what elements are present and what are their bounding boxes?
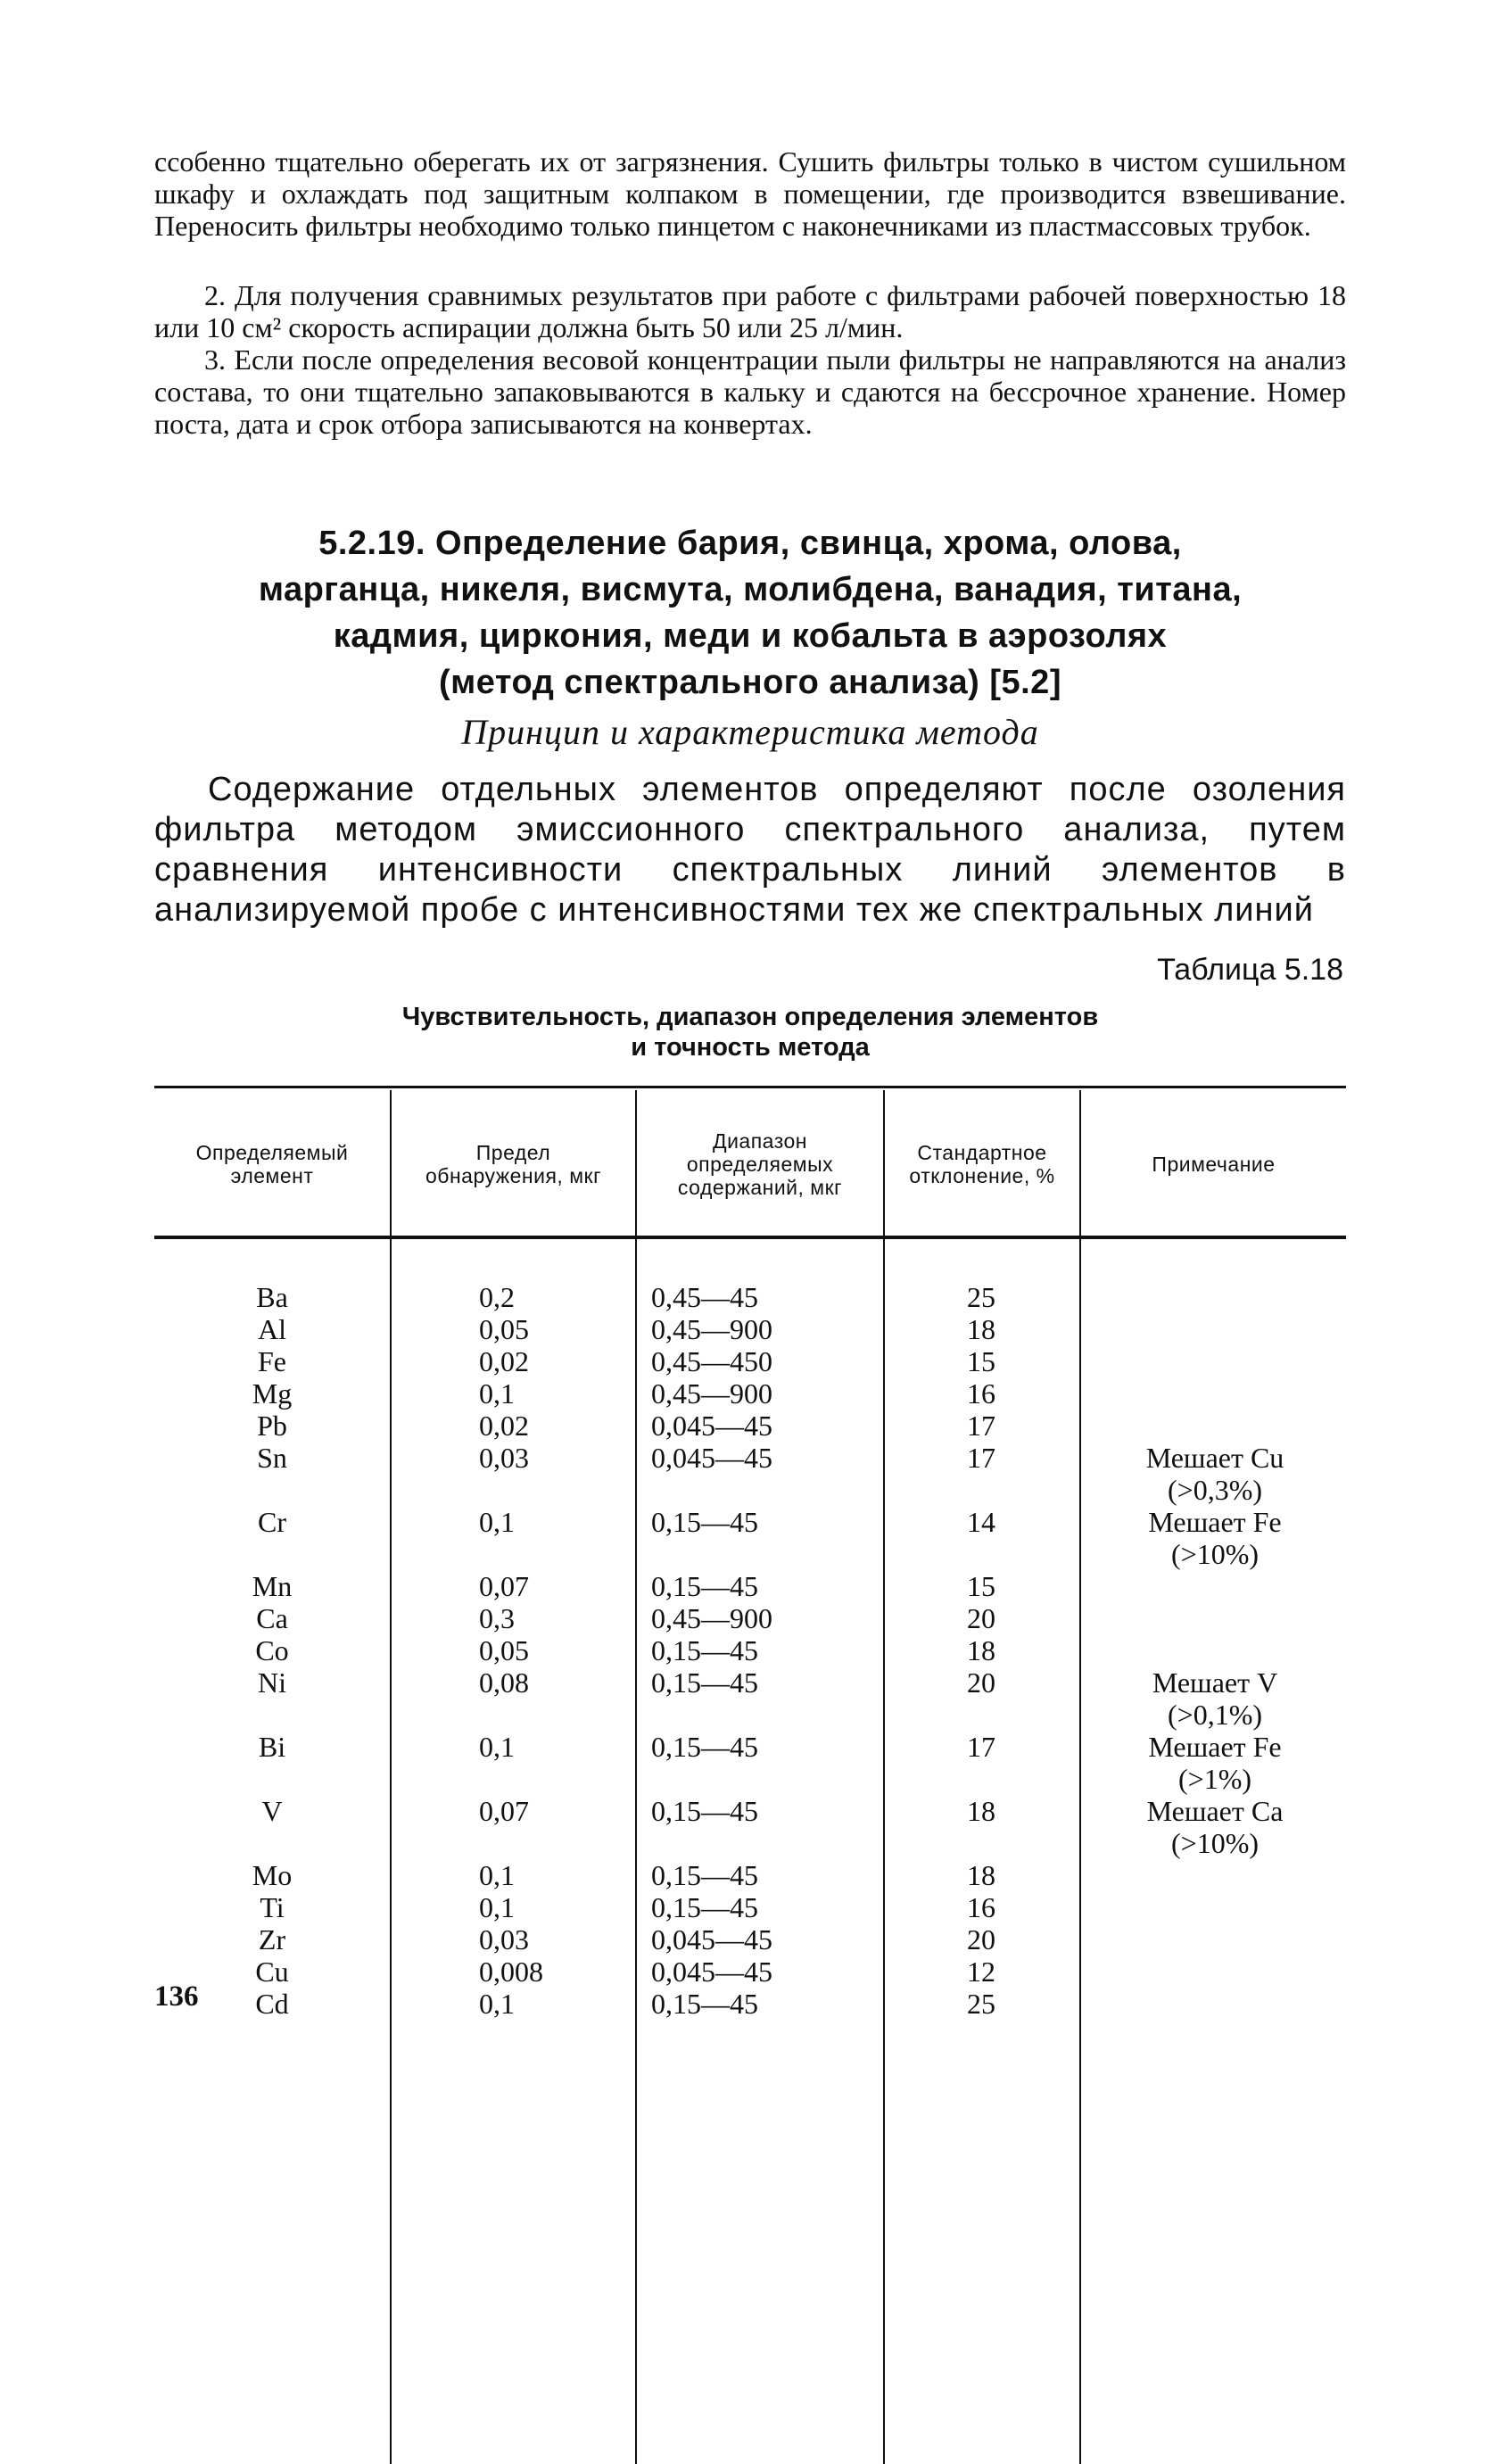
table-cell-range: 0,045—45	[651, 1410, 772, 1442]
note-sn	[1084, 1442, 1346, 1506]
table-cell-limit: 0,07	[479, 1795, 529, 1827]
table-cell-range: 0,15—45	[651, 1859, 758, 1891]
table-cell-element: Sn	[257, 1442, 287, 1474]
table-cell-range: 0,15—45	[651, 1988, 758, 2020]
note-line: Мешает Cu	[1145, 1442, 1284, 1474]
column-element	[154, 1281, 390, 2020]
table-cell-sd	[883, 1538, 1079, 1570]
table-cell-range: 0,15—45	[651, 1891, 758, 1923]
table-cell-element: Cr	[258, 1506, 286, 1538]
section-heading	[154, 520, 1346, 706]
header-note: Примечание	[1152, 1153, 1276, 1176]
table-cell-limit: 0,1	[479, 1988, 515, 2020]
page-number: 136	[154, 1980, 199, 2013]
table-cell-range: 0,45—900	[651, 1313, 772, 1345]
table-cell-element	[154, 1474, 390, 1506]
paragraph-item-3: 3. Если после определения весовой концентрации пыли фильтры не направляются на анализ состава, то они тщательно запаковываются в кальку и сдаются на бессрочное хранение. Номер поста, дата и срок отбора записываются на конвертах.	[154, 343, 1346, 440]
note-line: Мешает V	[1152, 1666, 1278, 1699]
table-cell-limit: 0,07	[479, 1570, 529, 1602]
table-cell-limit: 0,3	[479, 1602, 515, 1634]
table-cell-sd: 15	[967, 1570, 995, 1602]
column-divider	[635, 1090, 637, 2464]
table-cell-element: V	[261, 1795, 283, 1827]
table-cell-element: Pb	[257, 1410, 287, 1442]
table-cell-range	[651, 1699, 772, 1731]
header-range: Диапазон определяемых содержаний, мкг	[677, 1129, 843, 1199]
table-cell-range: 0,045—45	[651, 1955, 772, 1988]
column-range	[651, 1281, 772, 2020]
table-cell-limit: 0,1	[479, 1506, 515, 1538]
table-cell-limit: 0,05	[479, 1313, 529, 1345]
table-cell-range: 0,045—45	[651, 1923, 772, 1955]
table-cell-element: Mo	[252, 1859, 293, 1891]
note-line: (>10%)	[1170, 1827, 1259, 1859]
table-cell-limit: 0,08	[479, 1666, 529, 1699]
note-bi	[1084, 1731, 1346, 1795]
section-heading-line: 5.2.19. Определение бария, свинца, хрома, олова,	[318, 525, 1182, 562]
table-cell-element	[154, 1699, 390, 1731]
table-title	[154, 1002, 1346, 1062]
note-v	[1084, 1795, 1346, 1859]
paragraph-item-2: 2. Для получения сравнимых результатов при работе с фильтрами рабочей поверхностью 18 или 10 см² скорость аспирации должна быть 50 или 25 л/мин.	[154, 279, 1346, 343]
table-cell-element: Ni	[258, 1666, 286, 1699]
table-cell-limit	[479, 1538, 543, 1570]
table-cell-element	[154, 1538, 390, 1570]
table-cell-range: 0,15—45	[651, 1731, 758, 1763]
table-cell-limit: 0,2	[479, 1281, 515, 1313]
table-cell-limit: 0,1	[479, 1859, 515, 1891]
header-std-deviation: Стандартное отклонение, %	[909, 1141, 1055, 1187]
table-cell-element: Ca	[256, 1602, 288, 1634]
table-cell-sd: 18	[967, 1795, 995, 1827]
section-heading-line: (метод спектрального анализа) [5.2]	[439, 664, 1061, 701]
table-cell-sd	[883, 1474, 1079, 1506]
table-cell-element: Bi	[258, 1731, 286, 1763]
table-cell-range: 0,45—450	[651, 1345, 772, 1377]
table-cell-sd: 17	[967, 1410, 995, 1442]
table-cell-element: Mn	[252, 1570, 293, 1602]
table-cell-limit: 0,1	[479, 1377, 515, 1410]
table-top-rule	[154, 1086, 1346, 1088]
table-cell-sd: 15	[967, 1345, 995, 1377]
table-cell-sd: 25	[967, 1988, 995, 2020]
table-cell-element	[154, 1763, 390, 1795]
table-label: Таблица 5.18	[1157, 953, 1343, 987]
note-line: (>0,3%)	[1167, 1474, 1262, 1506]
note-cr	[1084, 1506, 1346, 1570]
table-cell-limit: 0,02	[479, 1345, 529, 1377]
table-cell-limit	[479, 1763, 543, 1795]
table-cell-range: 0,45—45	[651, 1281, 758, 1313]
table-cell-limit: 0,05	[479, 1634, 529, 1666]
table-cell-sd: 25	[967, 1281, 995, 1313]
table-cell-limit: 0,1	[479, 1731, 515, 1763]
table-cell-sd: 18	[967, 1313, 995, 1345]
note-line: Мешает Ca	[1146, 1795, 1284, 1827]
table-cell-sd: 18	[967, 1859, 995, 1891]
table-cell-range	[651, 1474, 772, 1506]
table-cell-limit: 0,008	[479, 1955, 543, 1988]
table-cell-sd: 18	[967, 1634, 995, 1666]
section-heading-line: кадмия, циркония, меди и кобальта в аэрозолях	[333, 617, 1168, 655]
table-title-line: Чувствительность, диапазон определения элементов	[401, 1003, 1099, 1031]
table-cell-range: 0,45—900	[651, 1602, 772, 1634]
table-cell-sd: 14	[967, 1506, 995, 1538]
header-element: Определяемый элемент	[195, 1141, 349, 1187]
note-line: Мешает Fe	[1148, 1506, 1282, 1538]
table-cell-limit: 0,03	[479, 1442, 529, 1474]
table-cell-limit: 0,1	[479, 1891, 515, 1923]
table-title-line: и точность метода	[631, 1033, 870, 1062]
table-cell-limit: 0,03	[479, 1923, 529, 1955]
table-cell-sd: 16	[967, 1891, 995, 1923]
table-cell-element: Fe	[258, 1345, 286, 1377]
note-line: (>0,1%)	[1167, 1699, 1262, 1731]
table-cell-element: Ti	[260, 1891, 285, 1923]
table-cell-range	[651, 1827, 772, 1859]
table-cell-range: 0,15—45	[651, 1795, 758, 1827]
table-cell-sd	[883, 1699, 1079, 1731]
table-cell-sd: 20	[967, 1666, 995, 1699]
note-line: (>1%)	[1177, 1763, 1251, 1795]
column-limit	[479, 1281, 543, 2020]
table-cell-element: Zr	[258, 1923, 286, 1955]
table-cell-range: 0,15—45	[651, 1570, 758, 1602]
table-cell-element: Al	[258, 1313, 286, 1345]
table-cell-limit	[479, 1474, 543, 1506]
table-cell-sd: 17	[967, 1442, 995, 1474]
header-limit: Предел обнаружения, мкг	[425, 1141, 601, 1187]
table-cell-element: Mg	[252, 1377, 293, 1410]
table-cell-sd	[883, 1763, 1079, 1795]
table-cell-range: 0,15—45	[651, 1634, 758, 1666]
table-cell-limit	[479, 1699, 543, 1731]
table-cell-element: Ba	[256, 1281, 288, 1313]
table-cell-limit	[479, 1827, 543, 1859]
table-cell-element: Cu	[255, 1955, 289, 1988]
table-cell-sd: 12	[967, 1955, 995, 1988]
column-std-deviation	[883, 1281, 1079, 2020]
table-cell-element: Co	[255, 1634, 289, 1666]
paragraph-filters-care: ссобенно тщательно оберегать их от загрязнения. Сушить фильтры только в чистом сушильном шкафу и охлаждать под защитным колпаком в помещении, где производится взвешивание. Переносить фильтры необходимо только пинцетом с наконечниками из пластмассовых трубок.	[154, 145, 1346, 242]
note-line: Мешает Fe	[1148, 1731, 1282, 1763]
table-cell-sd	[883, 1827, 1079, 1859]
section-heading-line: марганца, никеля, висмута, молибдена, ванадия, титана,	[258, 571, 1243, 608]
table-cell-range: 0,15—45	[651, 1506, 758, 1538]
table-cell-range	[651, 1538, 772, 1570]
table-cell-range: 0,45—900	[651, 1377, 772, 1410]
table-cell-sd: 17	[967, 1731, 995, 1763]
table-header-rule	[154, 1236, 1346, 1239]
table-cell-sd: 16	[967, 1377, 995, 1410]
method-description: Содержание отдельных элементов определяют после озоления фильтра методом эмиссионного спектрального анализа, путем сравнения интенсивности спектральных линий элементов в анализируемой пробе с интенсивностями тех же спектральных линий	[154, 771, 1346, 929]
table-cell-range: 0,15—45	[651, 1666, 758, 1699]
table-cell-limit: 0,02	[479, 1410, 529, 1442]
column-divider	[1079, 1090, 1081, 2464]
table-cell-range: 0,045—45	[651, 1442, 772, 1474]
table-cell-sd: 20	[967, 1923, 995, 1955]
note-ni	[1084, 1666, 1346, 1731]
subsection-heading: Принцип и характеристика метода	[461, 712, 1039, 752]
table-cell-range	[651, 1763, 772, 1795]
table-cell-element	[154, 1827, 390, 1859]
table-cell-sd: 20	[967, 1602, 995, 1634]
note-line: (>10%)	[1170, 1538, 1259, 1570]
table-cell-element: Cd	[255, 1988, 289, 2020]
column-divider	[390, 1090, 392, 2464]
